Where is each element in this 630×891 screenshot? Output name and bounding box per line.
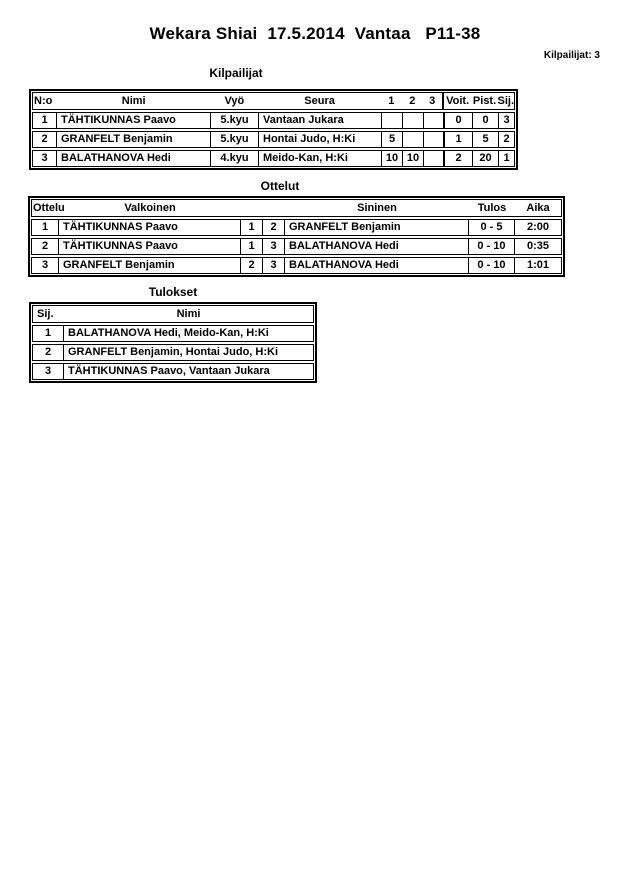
- header-cell-aika: Aika: [526, 201, 550, 214]
- cell-tulos: 0 - 5: [469, 220, 515, 235]
- cell-pist: 0: [473, 113, 499, 128]
- cell-vyo: 4.kyu: [211, 151, 259, 166]
- cell-valkoinen: GRANFELT Benjamin: [59, 258, 241, 273]
- cell-blue-no: 3: [263, 258, 285, 273]
- header-cell-white-no: [241, 200, 263, 216]
- cell-voit: 2: [443, 151, 473, 166]
- cell-blue-no: 3: [263, 239, 285, 254]
- header-cell-valkoinen: Valkoinen: [124, 201, 176, 214]
- competitors-header-row: [32, 92, 515, 110]
- cell-aika: 2:00: [526, 221, 550, 233]
- matches-table: [28, 196, 565, 277]
- cell-nimi: BALATHANOVA Hedi, Meido-Kan, H:Ki: [68, 327, 269, 339]
- cell-vyo: 5.kyu: [211, 113, 259, 128]
- cell-score2: [403, 132, 424, 147]
- cell-sij: 2: [503, 133, 510, 145]
- header-cell-1: 1: [388, 94, 395, 107]
- cell-pist: 20: [473, 151, 499, 166]
- cell-seura: Meido-Kan, H:Ki: [259, 151, 382, 166]
- cell-white-no: 2: [241, 258, 263, 273]
- cell-seura: Vantaan Jukara: [259, 113, 382, 128]
- cell-voit: 1: [443, 132, 473, 147]
- cell-tulos: 0 - 10: [469, 239, 515, 254]
- cell-score2: [403, 113, 424, 128]
- cell-white-no: 1: [241, 220, 263, 235]
- cell-sij: 1: [503, 152, 510, 164]
- cell-sij: 3: [503, 114, 510, 126]
- result-row: [32, 344, 314, 361]
- cell-valkoinen: TÄHTIKUNNAS Paavo: [59, 239, 241, 254]
- matches-header-row: [31, 199, 562, 217]
- cell-nimi: TÄHTIKUNNAS Paavo, Vantaan Jukara: [68, 365, 270, 377]
- cell-sininen: GRANFELT Benjamin: [285, 220, 469, 235]
- header-cell-voit: Voit.: [442, 93, 472, 109]
- cell-match-no: 2: [32, 239, 59, 254]
- cell-score1: [382, 113, 403, 128]
- cell-score1: 5: [382, 132, 403, 147]
- cell-match-no: 3: [32, 258, 59, 273]
- competitors-row: [32, 112, 515, 129]
- match-row: [31, 219, 562, 236]
- result-row: [32, 363, 314, 380]
- section-heading-tulokset: Tulokset: [148, 285, 198, 299]
- header-cell-nimi: Nimi: [121, 94, 146, 107]
- header-cell-2: 2: [409, 94, 416, 107]
- header-cell-vyo: Vyö: [224, 94, 245, 107]
- match-row: [31, 238, 562, 255]
- cell-sij: 3: [33, 364, 64, 379]
- competitors-table: [29, 89, 518, 170]
- competitors-row: [32, 150, 515, 167]
- cell-valkoinen: TÄHTIKUNNAS Paavo: [59, 220, 241, 235]
- cell-white-no: 1: [241, 239, 263, 254]
- cell-score3: [424, 113, 443, 128]
- header-cell-blue-no: [263, 200, 285, 216]
- section-heading-ottelut: Ottelut: [260, 179, 300, 193]
- header-cell-pist: Pist.: [472, 94, 497, 107]
- cell-nimi: GRANFELT Benjamin: [57, 132, 211, 147]
- cell-sij: 2: [33, 345, 64, 360]
- results-table: [29, 302, 317, 383]
- cell-match-no: 1: [32, 220, 59, 235]
- cell-sij: 1: [33, 326, 64, 341]
- result-row: [32, 325, 314, 342]
- cell-aika: 1:01: [526, 259, 550, 271]
- header-cell-sij: Sij.: [497, 94, 515, 107]
- cell-nimi: BALATHANOVA Hedi: [57, 151, 211, 166]
- cell-pist: 5: [473, 132, 499, 147]
- cell-nimi: TÄHTIKUNNAS Paavo: [57, 113, 211, 128]
- cell-no: 1: [33, 113, 57, 128]
- cell-sininen: BALATHANOVA Hedi: [285, 239, 469, 254]
- match-row: [31, 257, 562, 274]
- cell-seura: Hontai Judo, H:Ki: [259, 132, 382, 147]
- section-heading-kilpailijat: Kilpailijat: [209, 66, 263, 80]
- cell-nimi: GRANFELT Benjamin, Hontai Judo, H:Ki: [68, 346, 279, 358]
- header-cell-3: 3: [429, 94, 436, 107]
- cell-no: 2: [33, 132, 57, 147]
- cell-aika: 0:35: [526, 240, 550, 252]
- cell-score1: 10: [382, 151, 403, 166]
- header-cell-sininen: Sininen: [357, 201, 397, 214]
- header-cell-no: N:o: [34, 94, 53, 107]
- cell-no: 3: [33, 151, 57, 166]
- header-cell-ottelu: Ottelu: [33, 201, 65, 214]
- page-title: Wekara Shiai 17.5.2014 Vantaa P11-38: [149, 24, 481, 43]
- cell-sininen: BALATHANOVA Hedi: [285, 258, 469, 273]
- header-cell-nimi: Nimi: [176, 307, 201, 320]
- cell-blue-no: 2: [263, 220, 285, 235]
- cell-tulos: 0 - 10: [469, 258, 515, 273]
- header-cell-seura: Seura: [304, 94, 335, 107]
- competitors-row: [32, 131, 515, 148]
- cell-voit: 0: [443, 113, 473, 128]
- cell-score2: 10: [403, 151, 424, 166]
- cell-score3: [424, 151, 443, 166]
- cell-vyo: 5.kyu: [211, 132, 259, 147]
- competitor-count-label: Kilpailijat: 3: [543, 50, 600, 61]
- results-header-row: [32, 305, 314, 323]
- header-cell-tulos: Tulos: [477, 201, 507, 214]
- cell-score3: [424, 132, 443, 147]
- header-cell-sij: Sij.: [37, 307, 54, 320]
